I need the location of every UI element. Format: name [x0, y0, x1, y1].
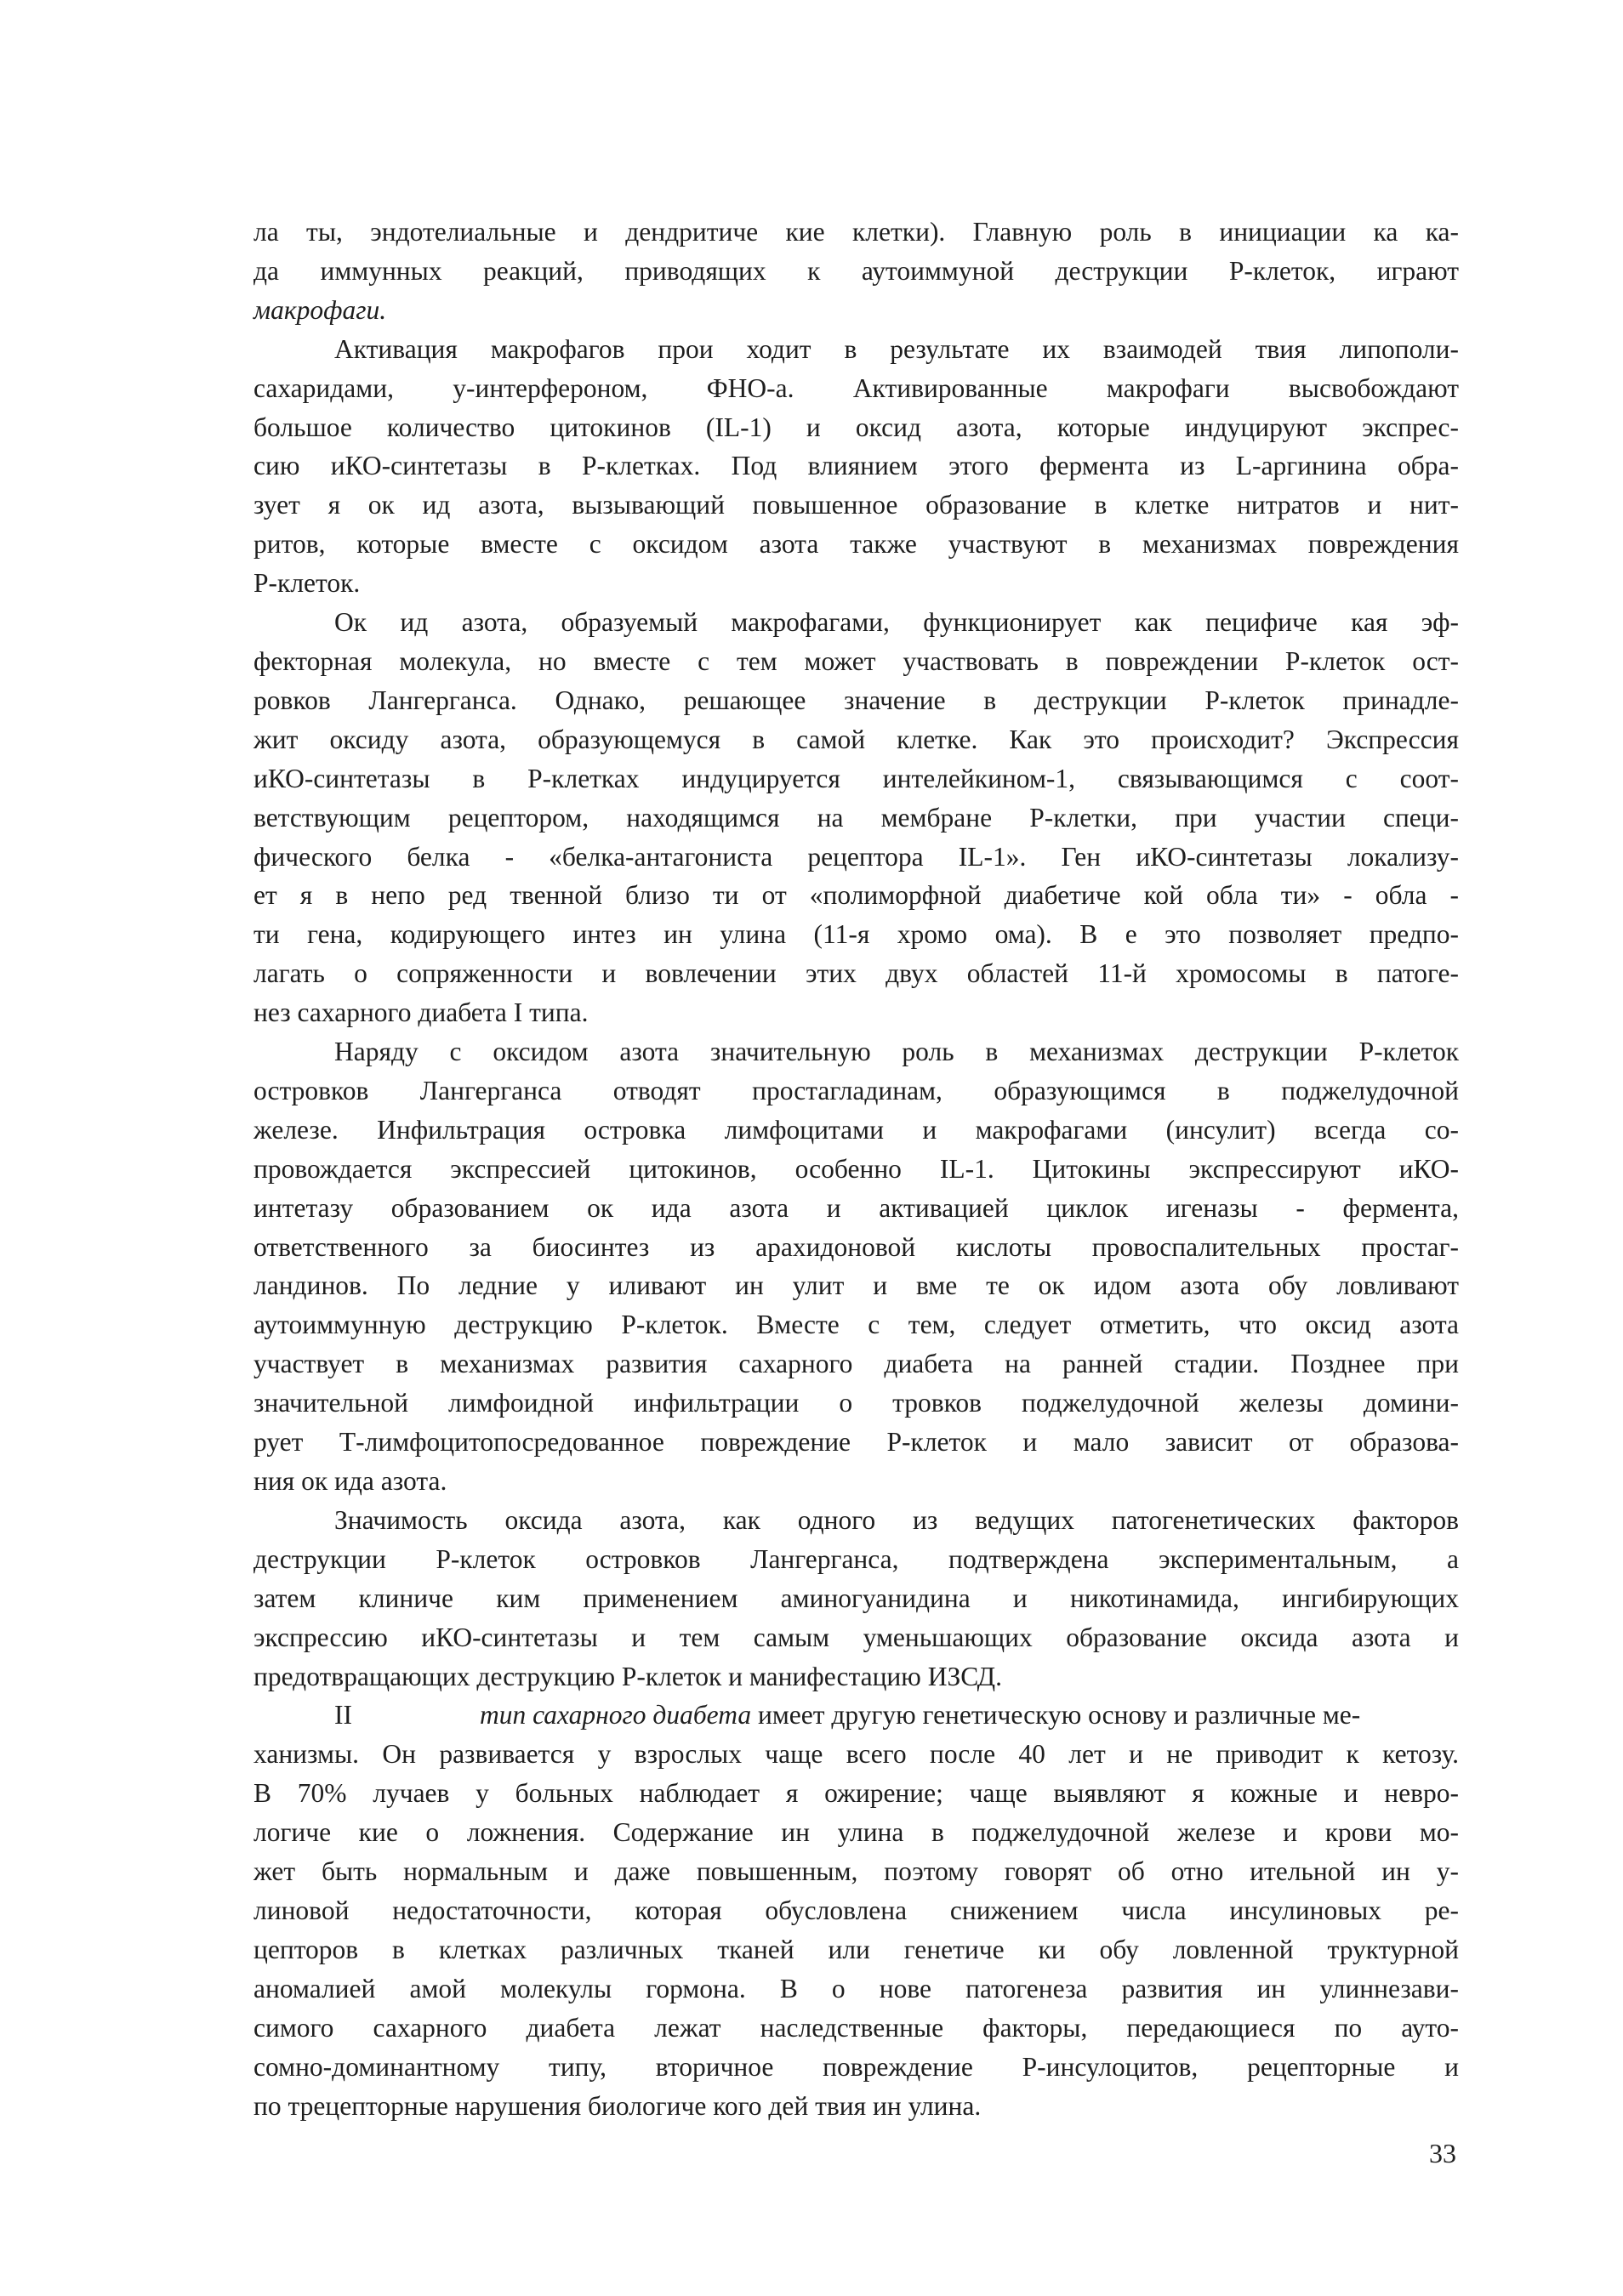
text-line: значительной лимфоидной инфильтрации о тровков поджелудочной железы домини-: [253, 1388, 1459, 1418]
text-line: провождается экспрессией цитокинов, особенно IL-1. Цитокины экспрессируют иКО-: [253, 1153, 1459, 1184]
text-line: Значимость оксида азота, как одного из ведущих патогенетических факторов: [334, 1504, 1459, 1535]
text-line: деструкции Р-клеток островков Лангерганса, подтверждена экспериментальным, а: [253, 1543, 1459, 1574]
text-line: ет я в непо ред твенной близо ти от «полиморфной диабетиче кой обла ти» - обла -: [253, 880, 1459, 911]
text-line: В 70% лучаев у больных наблюдает я ожирение; чаще выявляют я кожные и невро-: [253, 1778, 1459, 1809]
text-line: симого сахарного диабета лежат наследственные факторы, передающиеся по ауто-: [253, 2012, 1459, 2043]
text-line: ла ты, эндотелиальные и дендритиче кие клетки). Главную роль в инициации ка ка-: [253, 217, 1459, 247]
text-line: фического белка - «белка-антагониста рецептора IL-1». Ген иКО-синтетазы локализу-: [253, 841, 1459, 872]
text-line: лагать о сопряженности и вовлечении этих двух областей 11-й хромосомы в патоге-: [253, 958, 1459, 989]
text-line: линовой недостаточности, которая обусловлена снижением числа инсулиновых ре-: [253, 1895, 1459, 1925]
text-fragment: имеет другую генетическую основу и различные ме-: [757, 1700, 1361, 1731]
text-line: жет быть нормальным и даже повышенным, поэтому говорят об отно ительной ин у-: [253, 1856, 1459, 1887]
text-line: ти гена, кодирующего интез ин улина (11-я хромо ома). В е это позволяет предпо-: [253, 919, 1459, 950]
text-line: да иммунных реакций, приводящих к аутоиммуной деструкции Р-клеток, играют: [253, 255, 1459, 286]
text-line: затем клиниче ким применением аминогуанидина и никотинамида, ингибирующих: [253, 1583, 1459, 1613]
text-line: нез сахарного диабета I типа.: [253, 997, 589, 1028]
text-line: ния ок ида азота.: [253, 1466, 447, 1496]
text-line: аутоиммунную деструкцию Р-клеток. Вместе с тем, следует отметить, что оксид азота: [253, 1310, 1459, 1340]
text-line: предотвращающих деструкцию Р-клеток и манифестацию ИЗСД.: [253, 1661, 1003, 1691]
text-line: ответственного за биосинтез из арахидоновой кислоты провоспалительных простаг-: [253, 1231, 1459, 1262]
text-line: экспрессию иКО-синтетазы и тем самым уменьшающих образование оксида азота и: [253, 1622, 1459, 1652]
text-line: интетазу образованием ок ида азота и активацией циклок игеназы - фермента,: [253, 1192, 1459, 1223]
text-line: иКО-синтетазы в Р-клетках индуцируется интелейкином-1, связывающимся с соот-: [253, 763, 1459, 793]
italic-term: тип сахарного диабета: [479, 1700, 752, 1731]
text-line: жит оксиду азота, образующемуся в самой клетке. Как это происходит? Экспрессия: [253, 724, 1459, 754]
text-line: фекторная молекула, но вместе с тем может участвовать в повреждении Р-клеток ост-: [253, 645, 1459, 676]
text-line: аномалией амой молекулы гормона. В о нове патогенеза развития ин улиннезави-: [253, 1973, 1459, 2003]
roman-numeral: II: [334, 1700, 352, 1731]
page-text: [253, 213, 1459, 2125]
text-line: островков Лангерганса отводят простагладинам, образующимся в поджелудочной: [253, 1075, 1459, 1105]
text-line: участвует в механизмах развития сахарного диабета на ранней стадии. Позднее при: [253, 1349, 1459, 1379]
text-line: логиче кие о ложнения. Содержание ин улина в поджелудочной железе и крови мо-: [253, 1817, 1459, 1848]
text-line: по трецепторные нарушения биологиче кого дей твия ин улина.: [253, 2090, 982, 2121]
text-line: рует Т-лимфоцитопосредованное повреждение Р-клеток и мало зависит от образова-: [253, 1427, 1459, 1458]
text-line: Ок ид азота, образуемый макрофагами, функционирует как пецифиче кая эф-: [334, 607, 1459, 638]
text-line: сомно-доминантному типу, вторичное повреждение Р-инсулоцитов, рецепторные и: [253, 2051, 1459, 2082]
text-line: ландинов. По ледние у иливают ин улит и вме те ок идом азота обу ловливают: [253, 1270, 1459, 1301]
text-line: ветствующим рецептором, находящимся на мембране Р-клетки, при участии специ-: [253, 802, 1459, 833]
text-line: [253, 1696, 1459, 1735]
text-line: сию иКО-синтетазы в Р-клетках. Под влиянием этого фермента из L-аргинина обра-: [253, 451, 1459, 481]
text-line: зует я ок ид азота, вызывающий повышенное образование в клетке нитратов и нит-: [253, 490, 1459, 520]
text-line: цепторов в клетках различных тканей или генетиче ки обу ловленной труктурной: [253, 1934, 1459, 1964]
text-line: Наряду с оксидом азота значительную роль в механизмах деструкции Р-клеток: [334, 1037, 1459, 1067]
text-line: Р-клеток.: [253, 568, 361, 599]
text-line: ханизмы. Он развивается у взрослых чаще всего после 40 лет и не приводит к кетозу.: [253, 1739, 1459, 1770]
text-line: макрофаги.: [253, 294, 387, 325]
text-line: большое количество цитокинов (IL-1) и оксид азота, которые индуцируют экспрес-: [253, 412, 1459, 442]
text-line: ритов, которые вместе с оксидом азота также участвуют в механизмах повреждения: [253, 529, 1459, 560]
text-line: железе. Инфильтрация островка лимфоцитами и макрофагами (инсулит) всегда со-: [253, 1114, 1459, 1145]
text-line: Активация макрофагов прои ходит в результате их взаимодей твия липополи-: [334, 333, 1459, 364]
text-line: ровков Лангерганса. Однако, решающее значение в деструкции Р-клеток принадле-: [253, 685, 1459, 715]
page-number: 33: [1429, 2138, 1456, 2168]
text-line: сахаридами, у-интерфероном, ФНО-а. Активированные макрофаги высвобождают: [253, 372, 1459, 403]
